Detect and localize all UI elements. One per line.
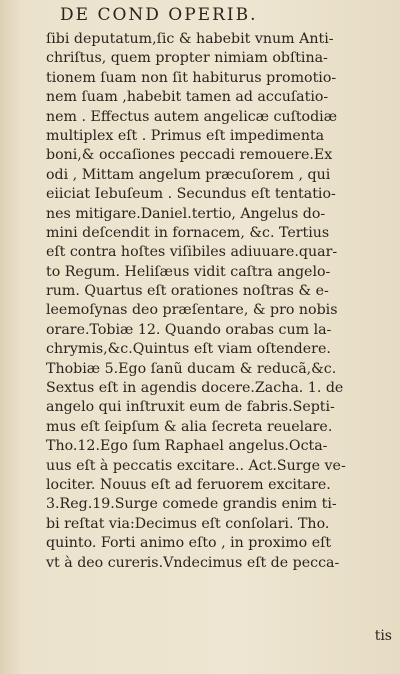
- text-line: boni,& occaſiones peccadi remouere.Ex: [46, 147, 333, 164]
- text-line: orare.Tobiæ 12. Quando orabas cum la-: [46, 321, 332, 338]
- text-line: eiiciat Iebuſeum . Secundus eſt tentatio-: [46, 186, 336, 203]
- text-line: 3.Reg.19.Surge comede grandis enim ti-: [46, 496, 337, 513]
- catchword: tis: [374, 628, 392, 644]
- text-line: to Regum. Heliſæus vidit caſtra angelo-: [46, 263, 331, 280]
- text-line: Thobiæ 5.Ego ſanũ ducam & reducã,&c.: [46, 360, 337, 377]
- running-header: DE COND OPERIB.: [60, 5, 258, 25]
- text-line: eſt contra hoſtes viſibiles adiuuare.quar-: [46, 244, 338, 261]
- text-line: rum. Quartus eſt orationes noſtras & e-: [46, 283, 329, 300]
- text-line: nem . Effectus autem angelicæ cuſtodiæ: [46, 108, 338, 125]
- text-line: mus eſt ſeipſum & alia ſecreta reuelare.: [46, 418, 333, 435]
- text-line: ſibi deputatum,ſic & habebit vnum Anti-: [46, 31, 334, 47]
- text-line: lociter. Nouus eſt ad feruorem excitare.: [46, 476, 331, 493]
- text-line: uus eſt à peccatis excitare.. Act.Surge ve-: [46, 457, 346, 474]
- text-line: chriſtus, quem propter nimiam obſtina-: [46, 50, 328, 67]
- text-line: tionem ſuam non ſit habiturus promotio-: [46, 69, 337, 86]
- text-line: vt à deo cureris.Vndecimus eſt de pecca-: [46, 554, 340, 571]
- text-line: mini deſcendit in fornacem, &c. Tertius: [46, 224, 330, 241]
- text-line: chrymis,&c.Quintus eſt viam oſtendere.: [46, 341, 331, 358]
- text-line: multiplex eſt . Primus eſt impedimenta: [46, 127, 325, 144]
- text-line: nes mitigare.Daniel.tertio, Angelus do-: [46, 205, 326, 222]
- text-body: [46, 30, 396, 573]
- text-line: Tho.12.Ego ſum Raphael angelus.Octa-: [46, 438, 328, 455]
- text-line: Sextus eſt in agendis docere.Zacha. 1. de: [46, 380, 344, 397]
- text-line: bi reſtat via:Decimus eſt conſolari. Tho.: [46, 515, 330, 532]
- text-line: leemoſynas deo præſentare, & pro nobis: [46, 302, 338, 319]
- text-line: quinto. Forti animo eſto , in proximo eſt: [46, 535, 332, 552]
- text-line: angelo qui inſtruxit eum de fabris.Septi-: [46, 399, 335, 416]
- text-line: odi , Mittam angelum præcuſorem , qui: [46, 166, 331, 183]
- text-line: nem ſuam ,habebit tamen ad accuſatio-: [46, 89, 329, 106]
